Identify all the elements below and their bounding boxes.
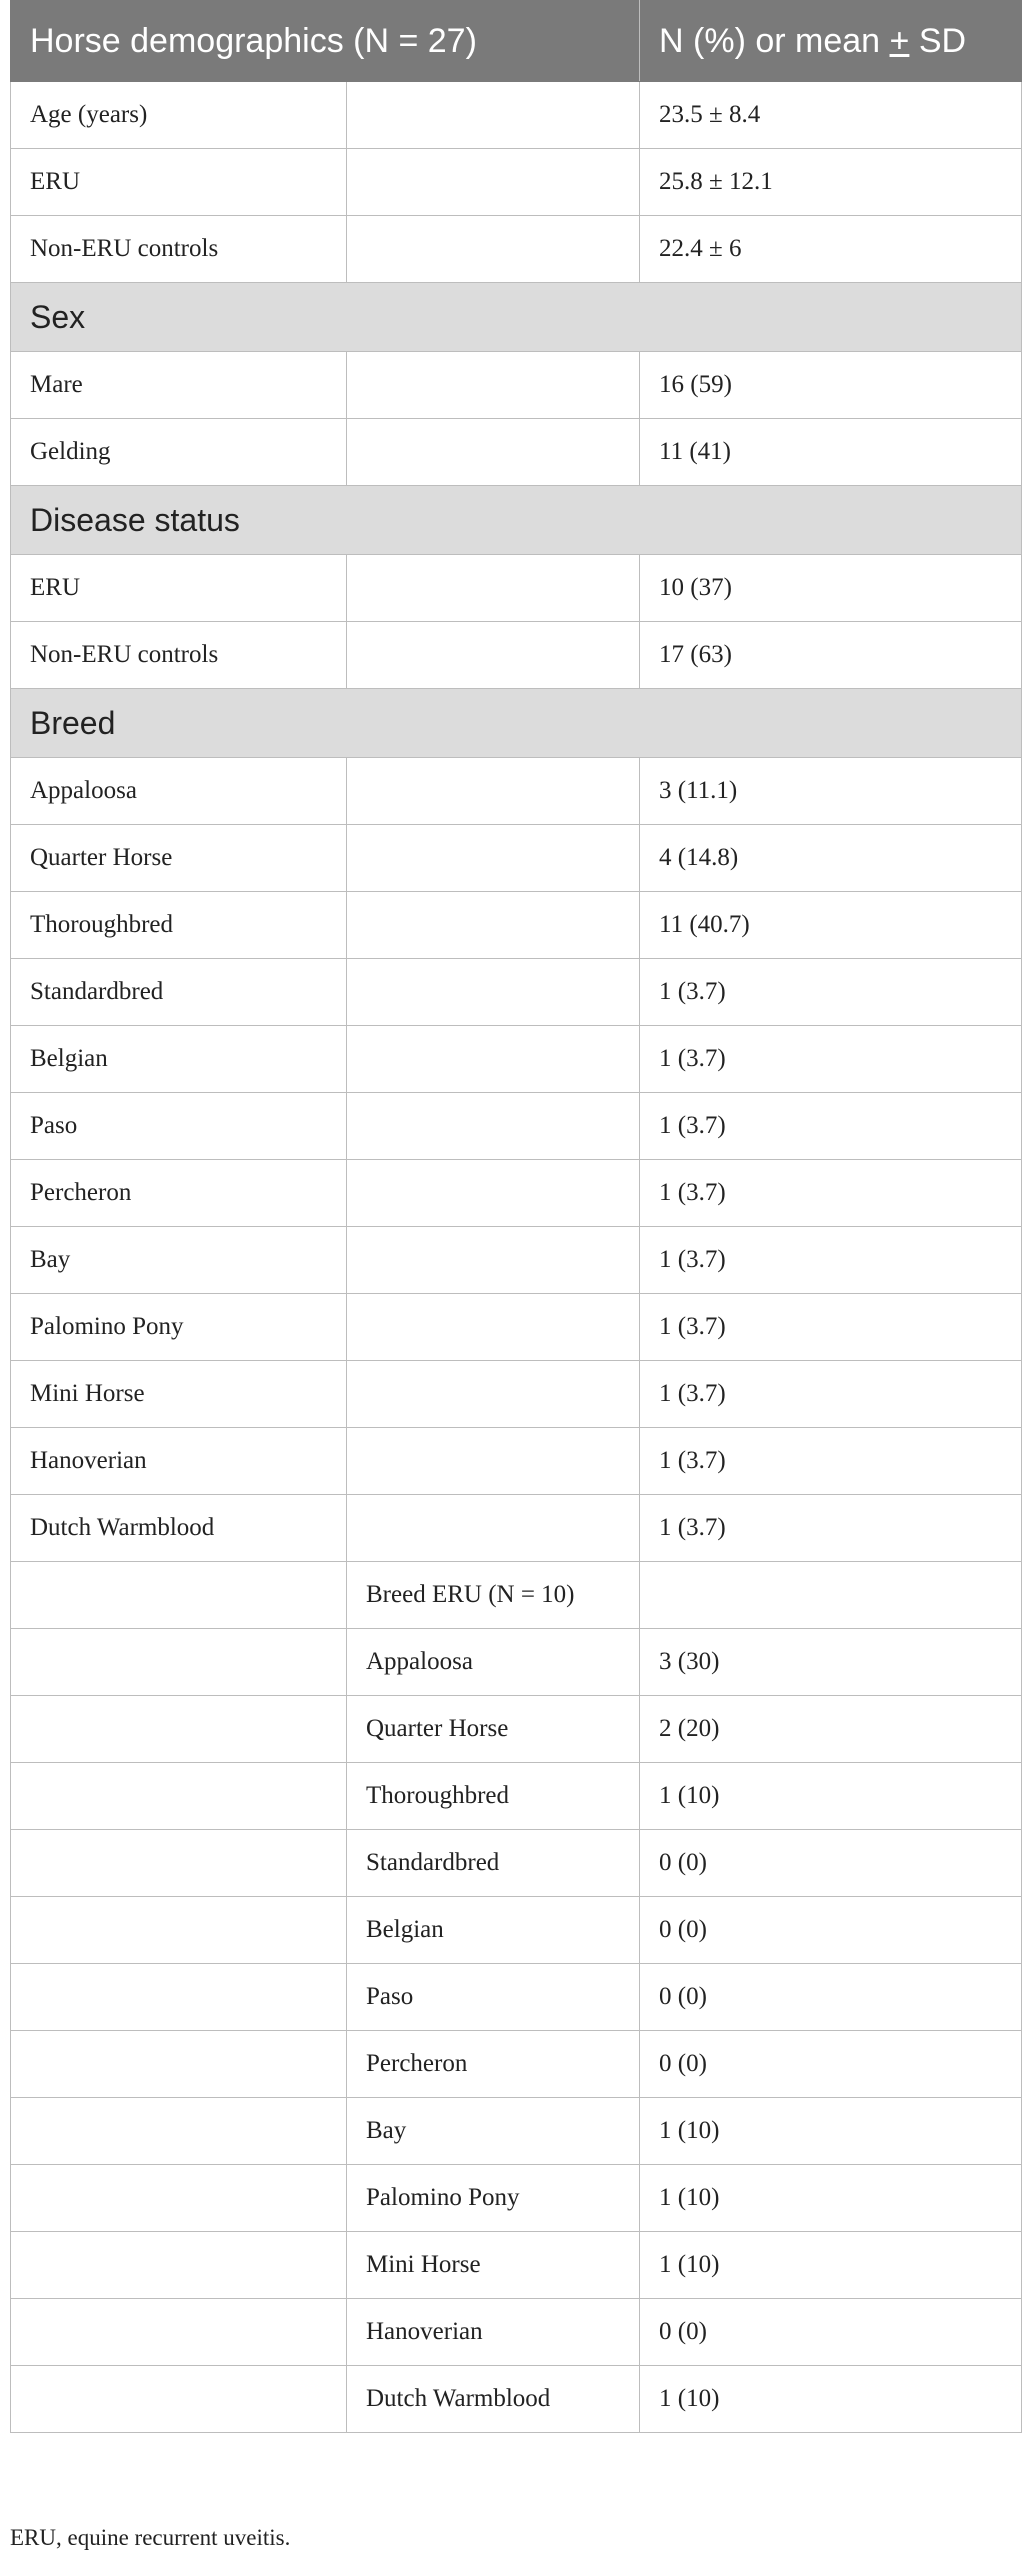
row-label-cell: ERU — [11, 555, 347, 622]
table-row — [11, 1227, 1022, 1294]
row-value-cell: 10 (37) — [640, 555, 1022, 622]
table-row — [11, 149, 1022, 216]
row-value-cell: 3 (30) — [640, 1629, 1022, 1696]
table-row — [11, 1830, 1022, 1897]
row-value-cell: 1 (10) — [640, 2232, 1022, 2299]
table-row — [11, 1629, 1022, 1696]
row-sublabel-cell — [347, 1093, 640, 1160]
row-label-cell — [11, 1629, 347, 1696]
row-label-cell: Age (years) — [11, 82, 347, 149]
section-title: Disease status — [11, 486, 1022, 555]
row-sublabel-cell: Belgian — [347, 1897, 640, 1964]
row-label-cell: Percheron — [11, 1160, 347, 1227]
row-sublabel-cell — [347, 1428, 640, 1495]
row-sublabel-cell — [347, 1361, 640, 1428]
row-sublabel-cell — [347, 758, 640, 825]
row-value-cell: 0 (0) — [640, 1830, 1022, 1897]
header-value-suffix: SD — [909, 21, 967, 60]
section-title: Breed — [11, 689, 1022, 758]
row-sublabel-cell — [347, 555, 640, 622]
row-sublabel-cell: Breed ERU (N = 10) — [347, 1562, 640, 1629]
row-value-cell: 1 (10) — [640, 2165, 1022, 2232]
section-header-row — [11, 689, 1022, 758]
row-value-cell: 0 (0) — [640, 1897, 1022, 1964]
table-row — [11, 1763, 1022, 1830]
row-sublabel-cell: Bay — [347, 2098, 640, 2165]
row-label-cell: Belgian — [11, 1026, 347, 1093]
row-sublabel-cell — [347, 352, 640, 419]
table-row — [11, 622, 1022, 689]
table-row — [11, 2366, 1022, 2433]
row-value-cell: 25.8 ± 12.1 — [640, 149, 1022, 216]
table-row — [11, 1361, 1022, 1428]
row-value-cell: 1 (3.7) — [640, 1026, 1022, 1093]
row-value-cell: 22.4 ± 6 — [640, 216, 1022, 283]
row-label-cell: Appaloosa — [11, 758, 347, 825]
row-value-cell: 2 (20) — [640, 1696, 1022, 1763]
row-sublabel-cell: Percheron — [347, 2031, 640, 2098]
table-row — [11, 1495, 1022, 1562]
row-sublabel-cell: Dutch Warmblood — [347, 2366, 640, 2433]
table-body — [11, 82, 1022, 2433]
row-label-cell: Non-ERU controls — [11, 216, 347, 283]
table-row — [11, 2232, 1022, 2299]
row-value-cell: 3 (11.1) — [640, 758, 1022, 825]
row-value-cell: 1 (10) — [640, 2098, 1022, 2165]
table-row — [11, 1696, 1022, 1763]
row-value-cell: 11 (40.7) — [640, 892, 1022, 959]
row-sublabel-cell — [347, 825, 640, 892]
row-value-cell: 4 (14.8) — [640, 825, 1022, 892]
row-label-cell: ERU — [11, 149, 347, 216]
row-label-cell — [11, 2165, 347, 2232]
row-label-cell — [11, 1562, 347, 1629]
table-row — [11, 892, 1022, 959]
row-value-cell: 1 (3.7) — [640, 959, 1022, 1026]
row-label-cell: Mare — [11, 352, 347, 419]
row-sublabel-cell — [347, 959, 640, 1026]
row-sublabel-cell — [347, 419, 640, 486]
table-header-row — [11, 1, 1022, 82]
row-sublabel-cell — [347, 1294, 640, 1361]
row-label-cell — [11, 2299, 347, 2366]
row-value-cell: 0 (0) — [640, 1964, 1022, 2031]
table-row — [11, 2165, 1022, 2232]
section-title: Sex — [11, 283, 1022, 352]
row-label-cell: Dutch Warmblood — [11, 1495, 347, 1562]
row-label-cell — [11, 1763, 347, 1830]
row-sublabel-cell: Hanoverian — [347, 2299, 640, 2366]
row-value-cell: 1 (3.7) — [640, 1227, 1022, 1294]
header-value — [640, 1, 1022, 82]
row-sublabel-cell: Standardbred — [347, 1830, 640, 1897]
table-row — [11, 1897, 1022, 1964]
row-value-cell — [640, 1562, 1022, 1629]
table-row — [11, 1160, 1022, 1227]
table-row — [11, 825, 1022, 892]
table-row — [11, 82, 1022, 149]
row-sublabel-cell: Thoroughbred — [347, 1763, 640, 1830]
row-label-cell: Standardbred — [11, 959, 347, 1026]
header-demographics: Horse demographics (N = 27) — [11, 1, 640, 82]
row-label-cell: Non-ERU controls — [11, 622, 347, 689]
row-sublabel-cell: Paso — [347, 1964, 640, 2031]
table-row — [11, 2031, 1022, 2098]
row-value-cell: 23.5 ± 8.4 — [640, 82, 1022, 149]
row-label-cell — [11, 1696, 347, 1763]
table-row — [11, 1093, 1022, 1160]
demographics-table — [10, 0, 1022, 2433]
row-label-cell — [11, 2098, 347, 2165]
table-row — [11, 959, 1022, 1026]
row-value-cell: 1 (10) — [640, 1763, 1022, 1830]
row-label-cell — [11, 2031, 347, 2098]
header-plus-minus: + — [889, 21, 910, 60]
row-sublabel-cell — [347, 1227, 640, 1294]
row-sublabel-cell — [347, 892, 640, 959]
row-label-cell — [11, 2366, 347, 2433]
demographics-table-container — [10, 0, 1021, 2433]
row-sublabel-cell — [347, 82, 640, 149]
table-row — [11, 352, 1022, 419]
table-row — [11, 419, 1022, 486]
row-sublabel-cell: Appaloosa — [347, 1629, 640, 1696]
row-sublabel-cell — [347, 216, 640, 283]
row-value-cell: 16 (59) — [640, 352, 1022, 419]
row-label-cell: Palomino Pony — [11, 1294, 347, 1361]
row-sublabel-cell: Palomino Pony — [347, 2165, 640, 2232]
row-sublabel-cell — [347, 149, 640, 216]
table-row — [11, 555, 1022, 622]
header-value-prefix: N (%) or mean — [659, 21, 890, 60]
table-row — [11, 1294, 1022, 1361]
row-sublabel-cell — [347, 1495, 640, 1562]
row-value-cell: 1 (3.7) — [640, 1294, 1022, 1361]
row-label-cell: Thoroughbred — [11, 892, 347, 959]
row-label-cell: Paso — [11, 1093, 347, 1160]
table-row — [11, 216, 1022, 283]
table-row — [11, 1428, 1022, 1495]
row-sublabel-cell — [347, 1160, 640, 1227]
row-label-cell: Gelding — [11, 419, 347, 486]
row-value-cell: 11 (41) — [640, 419, 1022, 486]
row-sublabel-cell — [347, 622, 640, 689]
row-label-cell — [11, 1897, 347, 1964]
row-value-cell: 0 (0) — [640, 2299, 1022, 2366]
row-label-cell: Quarter Horse — [11, 825, 347, 892]
row-value-cell: 1 (3.7) — [640, 1495, 1022, 1562]
table-row — [11, 1964, 1022, 2031]
row-value-cell: 17 (63) — [640, 622, 1022, 689]
table-row — [11, 1562, 1022, 1629]
table-footnote: ERU, equine recurrent uveitis. — [10, 2525, 291, 2550]
table-row — [11, 1026, 1022, 1093]
row-label-cell — [11, 1964, 347, 2031]
table-row — [11, 2299, 1022, 2366]
row-value-cell: 1 (3.7) — [640, 1160, 1022, 1227]
row-label-cell — [11, 2232, 347, 2299]
section-header-row — [11, 486, 1022, 555]
row-value-cell: 1 (3.7) — [640, 1361, 1022, 1428]
row-label-cell — [11, 1830, 347, 1897]
row-sublabel-cell: Quarter Horse — [347, 1696, 640, 1763]
table-row — [11, 758, 1022, 825]
row-label-cell: Mini Horse — [11, 1361, 347, 1428]
row-sublabel-cell — [347, 1026, 640, 1093]
table-row — [11, 2098, 1022, 2165]
row-value-cell: 1 (3.7) — [640, 1093, 1022, 1160]
row-label-cell: Hanoverian — [11, 1428, 347, 1495]
row-label-cell: Bay — [11, 1227, 347, 1294]
row-value-cell: 0 (0) — [640, 2031, 1022, 2098]
section-header-row — [11, 283, 1022, 352]
row-value-cell: 1 (3.7) — [640, 1428, 1022, 1495]
row-value-cell: 1 (10) — [640, 2366, 1022, 2433]
row-sublabel-cell: Mini Horse — [347, 2232, 640, 2299]
